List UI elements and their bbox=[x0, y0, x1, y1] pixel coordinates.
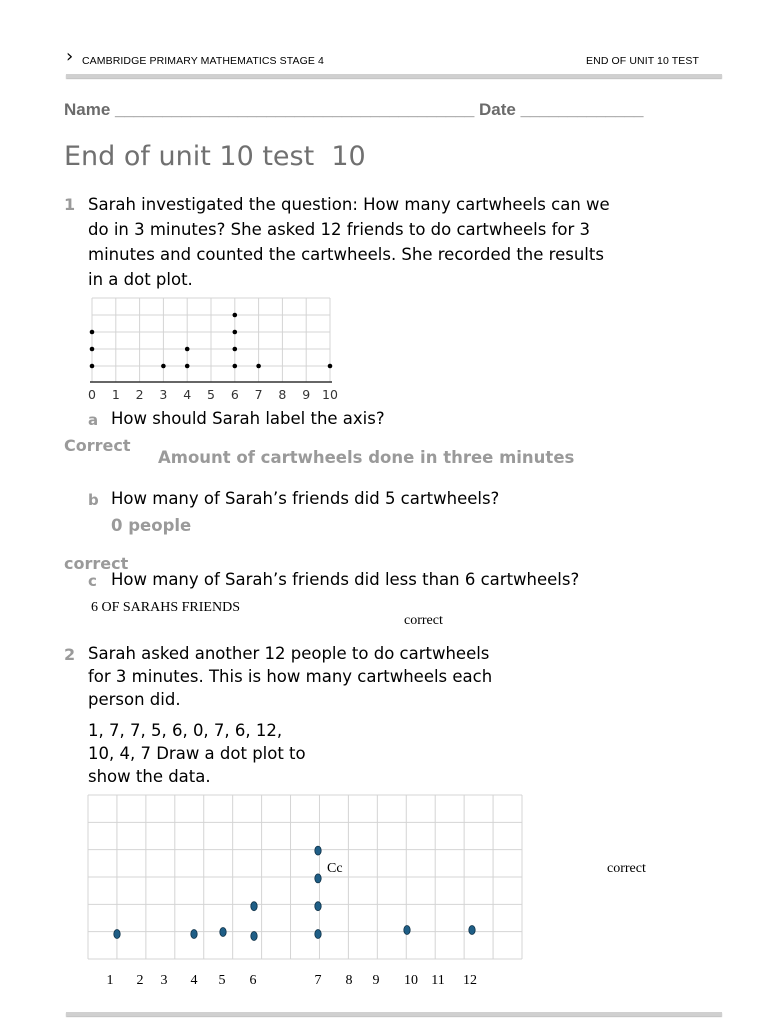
q2-text-line: for 3 minutes. This is how many cartwheels each bbox=[88, 667, 493, 686]
plot1-tick-label: 9 bbox=[302, 387, 311, 402]
q2-data bbox=[88, 719, 348, 788]
q2-text-line: person did. bbox=[88, 690, 181, 709]
q1c-letter: c bbox=[88, 572, 97, 590]
plot1-tick-label: 3 bbox=[159, 387, 168, 402]
plot1-tick-label: 0 bbox=[88, 387, 96, 402]
plot2-tick-label: 6 bbox=[249, 973, 257, 988]
plot2-dot bbox=[315, 846, 321, 855]
plot1-grid bbox=[92, 298, 330, 382]
plot1-dot bbox=[233, 330, 238, 335]
header-divider bbox=[66, 74, 722, 78]
plot2-grid bbox=[88, 795, 522, 959]
plot1-tick-label: 7 bbox=[254, 387, 263, 402]
plot2-dot bbox=[315, 902, 321, 911]
plot1-dot bbox=[161, 364, 166, 369]
q2-number: 2 bbox=[64, 645, 76, 664]
plot2-tick-label: 2 bbox=[136, 973, 144, 988]
plot1-tick-label: 10 bbox=[322, 387, 338, 402]
q2-plot-note: Cc bbox=[327, 861, 343, 876]
q1b-mark: correct bbox=[64, 554, 129, 573]
q1c-mark: correct bbox=[404, 613, 443, 628]
plot2-dot bbox=[220, 928, 226, 937]
q1-dot-plot bbox=[84, 292, 344, 404]
plot1-dot bbox=[233, 313, 238, 318]
page-title: End of unit 10 test 10 bbox=[64, 141, 366, 172]
footer-divider bbox=[66, 1012, 722, 1016]
q2-text-line: Sarah asked another 12 people to do cartwheels bbox=[88, 644, 490, 663]
plot2-tick-label: 12 bbox=[463, 973, 477, 988]
q1-text-line: in a dot plot. bbox=[88, 270, 193, 289]
plot2-dot bbox=[469, 926, 475, 935]
plot2-dot bbox=[114, 930, 120, 939]
q1c-answer: 6 OF SARAHS FRIENDS bbox=[91, 600, 240, 615]
plot2-tick-label: 1 bbox=[106, 973, 114, 988]
plot1-dot bbox=[233, 364, 238, 369]
plot2-dot bbox=[191, 930, 197, 939]
plot2-tick-label: 9 bbox=[372, 973, 380, 988]
q1b-question: How many of Sarah’s friends did 5 cartwheels? bbox=[111, 489, 500, 508]
plot1-tick-label: 2 bbox=[135, 387, 144, 402]
q1b-letter: b bbox=[88, 491, 99, 509]
q1a-mark: Correct bbox=[64, 436, 131, 455]
q1a-question: How should Sarah label the axis? bbox=[111, 409, 385, 428]
plot2-dot bbox=[251, 902, 257, 911]
plot2-tick-label: 11 bbox=[431, 973, 445, 988]
plot1-dot bbox=[90, 347, 95, 352]
plot2-tick-label: 10 bbox=[404, 973, 418, 988]
plot1-tick-label: 6 bbox=[230, 387, 239, 402]
q2-dot-plot bbox=[86, 793, 528, 993]
plot2-dot bbox=[315, 874, 321, 883]
q1a-answer: Amount of cartwheels done in three minutes bbox=[158, 448, 575, 467]
q2-data-line: 1, 7, 7, 5, 6, 0, 7, 6, 12, bbox=[88, 721, 283, 740]
plot2-tick-label: 5 bbox=[218, 973, 226, 988]
plot1-dot bbox=[233, 347, 238, 352]
chevron-icon: › bbox=[66, 46, 74, 67]
q1-text-line: Sarah investigated the question: How many cartwheels can we bbox=[88, 195, 610, 214]
plot2-tick-label: 3 bbox=[160, 973, 168, 988]
q2-text bbox=[88, 642, 548, 711]
q1b-answer: 0 people bbox=[111, 516, 192, 535]
plot1-dot bbox=[256, 364, 261, 369]
plot1-dot bbox=[328, 364, 333, 369]
q2-mark: correct bbox=[607, 861, 646, 876]
q1-number: 1 bbox=[64, 195, 76, 214]
q2-data-line: show the data. bbox=[88, 767, 211, 786]
q1c-question: How many of Sarah’s friends did less than 6 cartwheels? bbox=[111, 570, 580, 589]
q1-text-line: minutes and counted the cartwheels. She recorded the results bbox=[88, 245, 604, 264]
plot2-tick-label: 7 bbox=[314, 973, 322, 988]
name-date-line: Name ______________________________________ Date _____________ bbox=[64, 100, 644, 119]
plot1-tick-label: 8 bbox=[278, 387, 287, 402]
plot2-dot bbox=[315, 930, 321, 939]
plot2-dot bbox=[251, 932, 257, 941]
plot1-tick-label: 5 bbox=[207, 387, 215, 402]
q1a-letter: a bbox=[88, 411, 99, 429]
plot1-dot bbox=[185, 364, 190, 369]
plot1-dot bbox=[90, 330, 95, 335]
q1-text-line: do in 3 minutes? She asked 12 friends to do cartwheels for 3 bbox=[88, 220, 591, 239]
header-left-text: CAMBRIDGE PRIMARY MATHEMATICS STAGE 4 bbox=[82, 55, 324, 67]
plot2-dot bbox=[404, 926, 410, 935]
plot1-tick-label: 1 bbox=[111, 387, 120, 402]
q2-data-line: 10, 4, 7 Draw a dot plot to bbox=[88, 744, 306, 763]
plot1-tick-label: 4 bbox=[183, 387, 192, 402]
plot1-dot bbox=[185, 347, 190, 352]
header-right-text: END OF UNIT 10 TEST bbox=[586, 55, 699, 67]
q1-text bbox=[88, 192, 688, 292]
plot1-dot bbox=[90, 364, 95, 369]
plot2-tick-label: 8 bbox=[345, 973, 353, 988]
plot2-tick-label: 4 bbox=[190, 973, 198, 988]
